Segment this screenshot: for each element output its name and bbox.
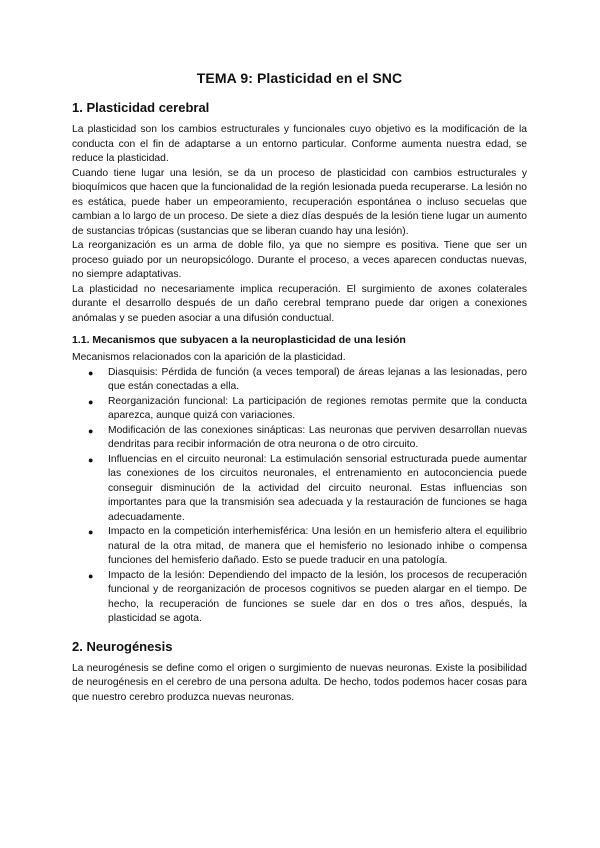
paragraph: La neurogénesis se define como el origen o surgimiento de nuevas neuronas. Existe la posibilidad de neurogénesis en el cerebro de una persona adulta. De hecho, todos podemos hacer cosas para que nuestro cerebro produzca nuevas neuronas. xyxy=(72,662,527,703)
section-heading-neurogenesis: 2. Neurogénesis xyxy=(72,638,173,654)
subsection-intro: Mecanismos relacionados con la aparición de la plasticidad. xyxy=(72,352,346,363)
list-item xyxy=(88,424,527,453)
paragraph: La plasticidad no necesariamente implica recuperación. El surgimiento de axones colaterales durante el desarrollo después de un daño cerebral temprano puede dar origen a conexiones anómalas y se pueden asociar a una difusión conductual. xyxy=(72,283,527,324)
bullet-icon: ● xyxy=(88,367,94,378)
bullet-icon: ● xyxy=(88,396,94,407)
bullet-icon: ● xyxy=(88,527,94,537)
subsection-heading-mecanismos: 1.1. Mecanismos que subyacen a la neuroplasticidad de una lesión xyxy=(72,334,406,346)
list-item-text: Impacto de la lesión: Dependiendo del impacto de la lesión, los procesos de recuperación funcional y de reorganización de procesos cognitivos se pueden alargar en el tiempo. De hecho, la recuperación de funciones se suele dar en dos o tres años, después, la plasticidad se agota. xyxy=(108,569,527,624)
paragraph: La plasticidad son los cambios estructurales y funcionales cuyo objetivo es la modificación de la conducta con el fin de adaptarse a un entorno particular. Conforme aumenta nuestra edad, se reduce la plasticidad. xyxy=(72,124,527,164)
mechanisms-list xyxy=(72,366,527,627)
bullet-icon: ● xyxy=(88,570,94,581)
bullet-icon: ● xyxy=(88,425,94,436)
list-item-text: Reorganización funcional: La participación de regiones remotas permite que la conducta aparezca, aunque quizá con variaciones. xyxy=(108,395,527,421)
list-item-text: Impacto en la competición interhemisférica: Una lesión en un hemisferio altera el equilibrio natural de la otra mitad, de manera que el hemisferio no lesionado inhibe o compensa funciones del hemisferio dañado. Esto se puede traducir en una patología. xyxy=(108,526,527,566)
paragraph: Cuando tiene lugar una lesión, se da un proceso de plasticidad con cambios estructurales y bioquímicos que hacen que la funcionalidad de la región lesionada pueda recuperarse. La lesión no es estática, puede haber un empeoramiento, recuperación espontánea o incluso secuelas que cambian a lo largo de un proceso. De siete a diez días después de la lesión tiene lugar un aumento de sustancias trópicas (sustancias que se liberan cuando hay una lesión). xyxy=(72,167,527,237)
section-heading-plasticidad: 1. Plasticidad cerebral xyxy=(72,100,210,115)
bullet-icon: ● xyxy=(88,454,94,465)
page-title: TEMA 9: Plasticidad en el SNC xyxy=(196,70,403,86)
list-item-text: Influencias en el circuito neuronal: La estimulación sensorial estructurada puede aumentar las conexiones de los circuitos neuronales, el entrenamiento en autoconciencia puede conseguir disminución de la actividad del circuito neuronal. Estas influencias son importantes para que la transmisión sea adecuada y la restauración de funciones se haga adecuadamente. xyxy=(108,453,527,523)
paragraph: La reorganización es un arma de doble filo, ya que no siempre es positiva. Tiene que ser un proceso guiado por un neuropsicólogo. Durante el proceso, a veces aparecen conductas nuevas, no siempre adaptativas. xyxy=(72,240,527,280)
list-item xyxy=(88,366,527,395)
list-item-text: Modificación de las conexiones sinápticas: Las neuronas que perviven desarrollan nuevas dendritas para recibir información de otra neurona o de otro circuito. xyxy=(108,424,527,450)
list-item xyxy=(88,395,527,424)
list-item-text: Diasquisis: Pérdida de función (a veces temporal) de áreas lejanas a las lesionadas, pero que están conectadas a ella. xyxy=(108,366,527,392)
list-item xyxy=(88,525,527,569)
list-item xyxy=(88,453,527,526)
document-page xyxy=(72,70,527,705)
list-item xyxy=(88,569,527,627)
